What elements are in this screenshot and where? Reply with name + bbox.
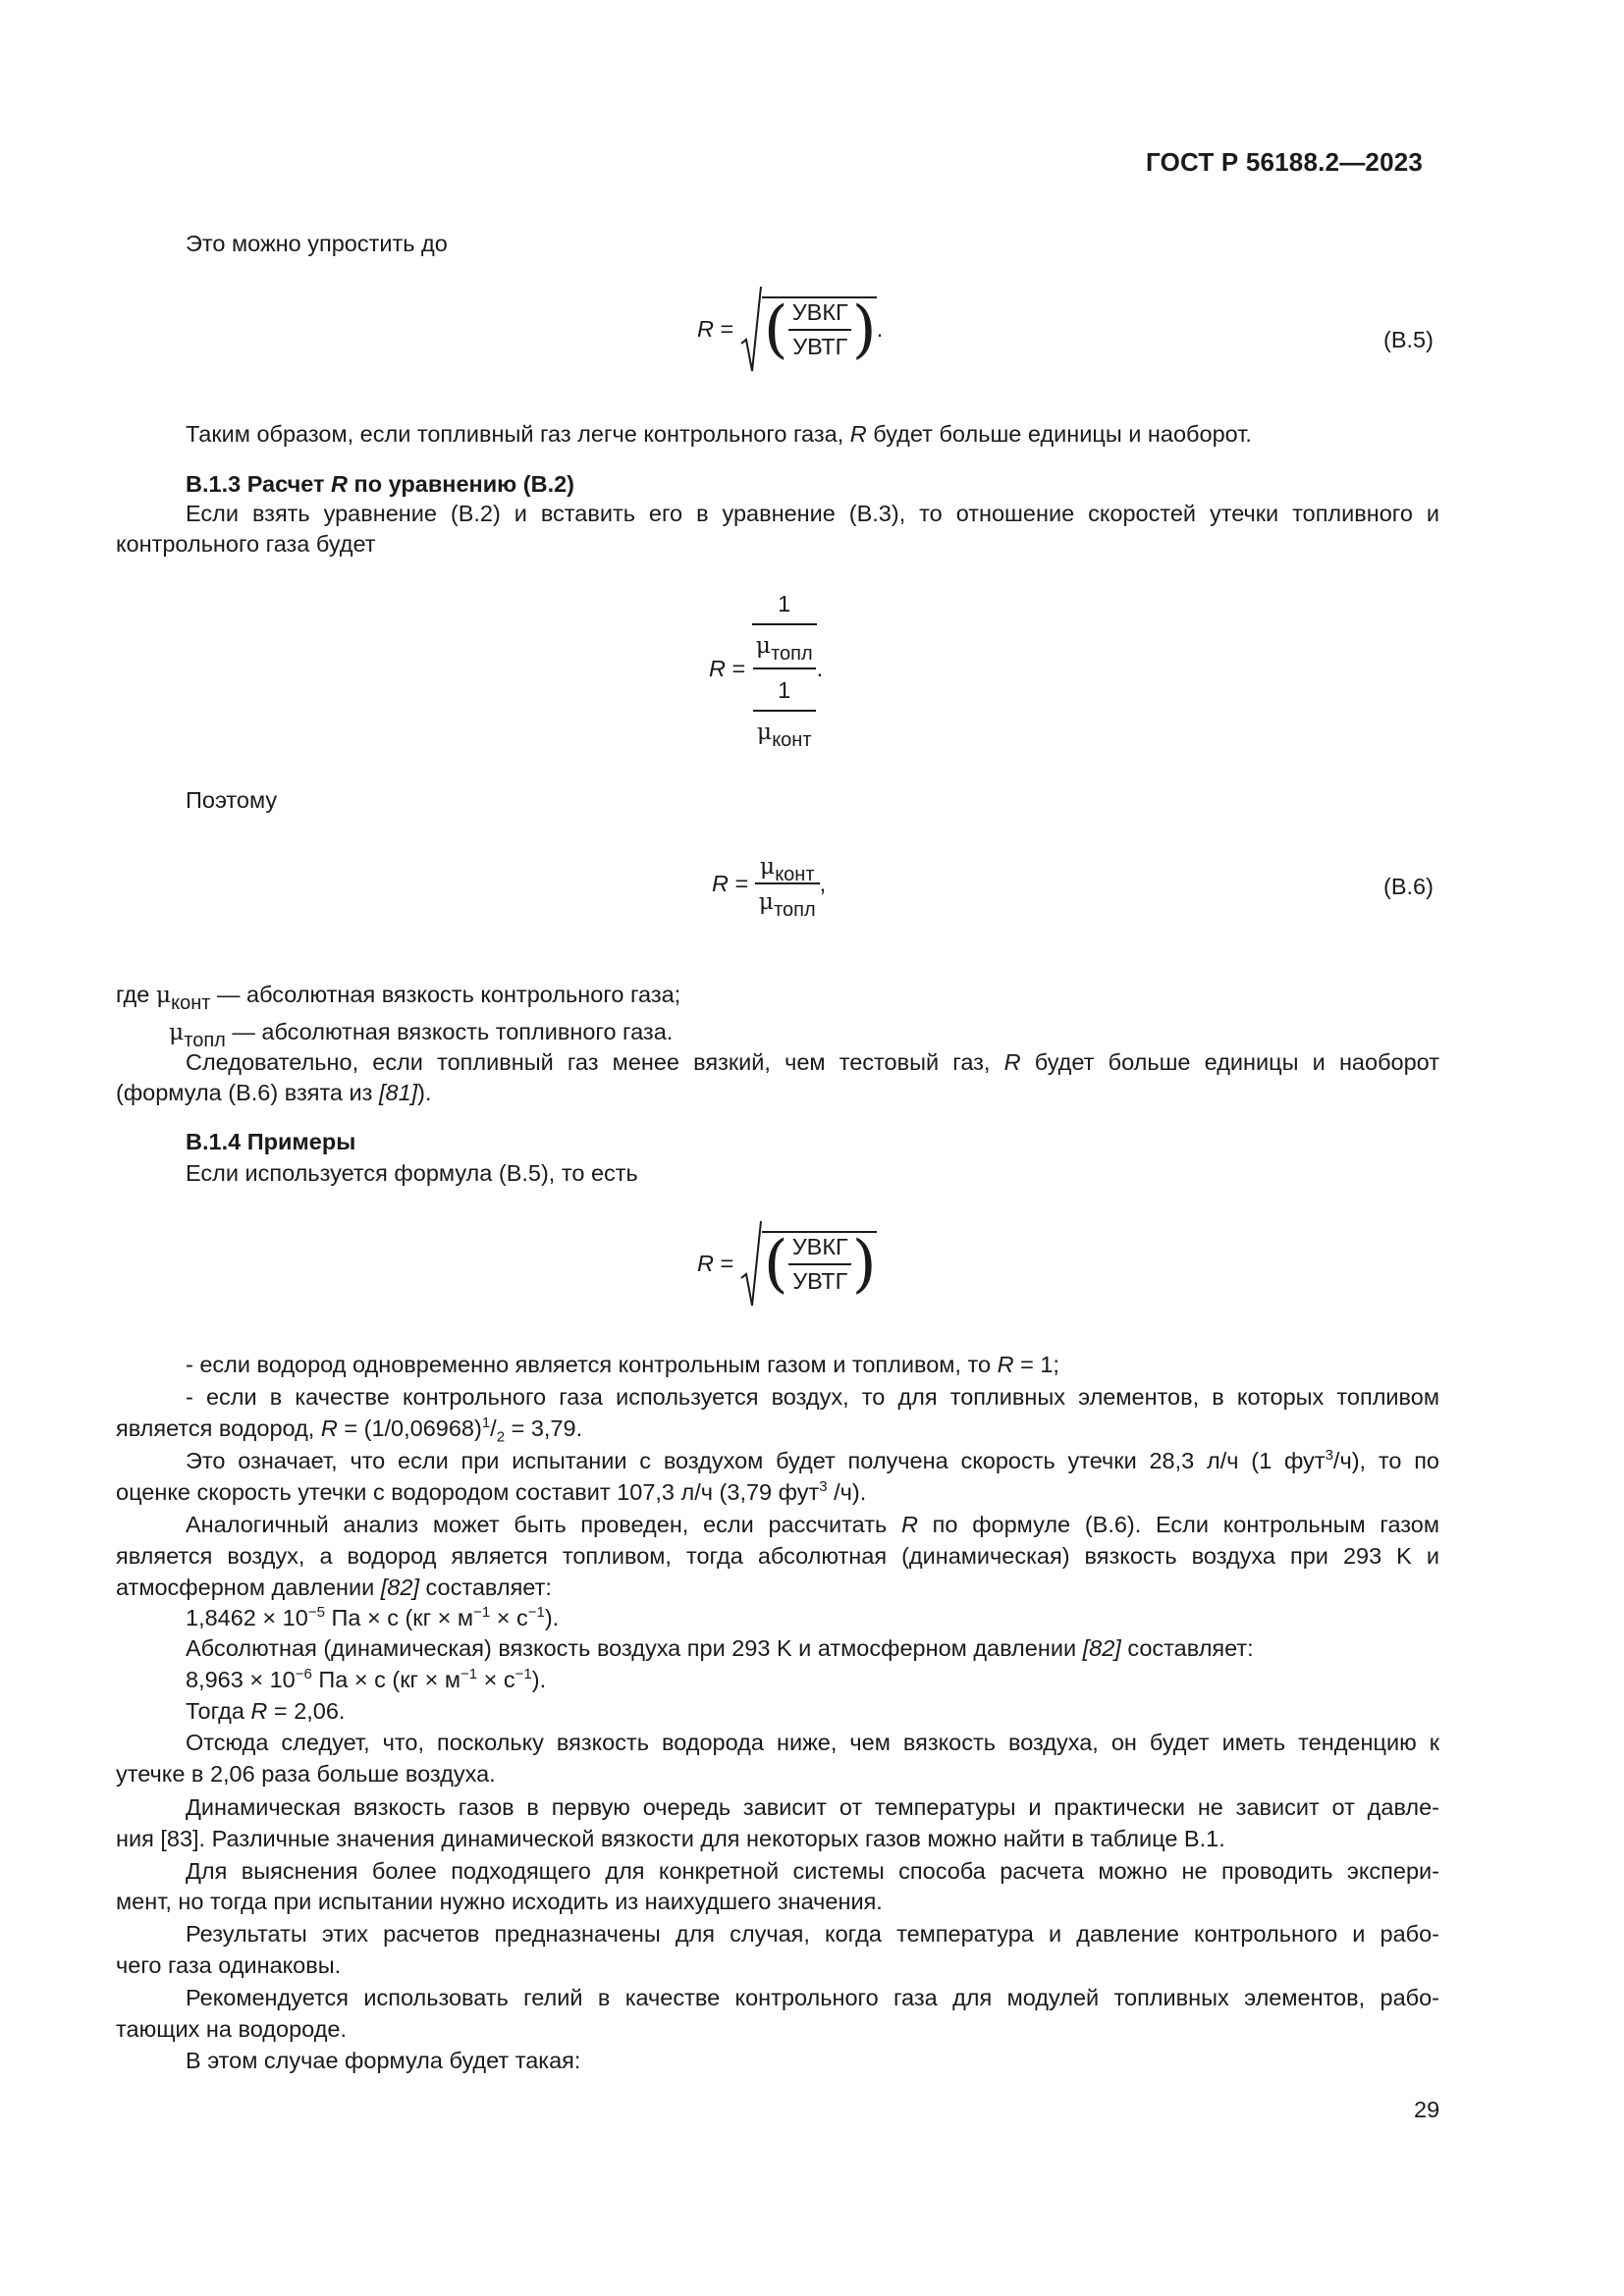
bullet-1: - если водород одновременно является контрольным газом и топливом, то R = 1; <box>186 1352 1059 1377</box>
page-number: 29 <box>1414 2097 1440 2122</box>
paragraph-helium-line1: Рекомендуется использовать гелий в качестве контрольного газа для модулей топливных элементов, рабо- <box>186 1985 1439 2010</box>
paragraph-consequently-line1: Следовательно, если топливный газ менее вязкий, чем тестовый газ, R будет больше единицы и наоборот <box>186 1049 1439 1075</box>
equation-ratio: R = $\frac{\frac{1}{\text{μтопл}}}{\frac{1}{\text{μконт}}}$ . <box>709 587 823 750</box>
paragraph-hence-line2: утечке в 2,06 раза больше воздуха. <box>116 1761 496 1787</box>
value-h2-viscosity: $8,963 \times 10^{-6}$ Па × с $(кг \times м^{-1} \times с^{-1})$. <box>186 1666 547 1692</box>
paragraph-b13-line1: Если взять уравнение (B.2) и вставить его в уравнение (B.3), то отношение скоростей утечки топливного и <box>186 501 1439 526</box>
equation-b5-repeat: R = ( $\frac{\text{УВКГ}}{\text{УВТГ}}$ ) <box>697 1217 877 1309</box>
eq-lhs: R <box>697 315 714 342</box>
paragraph-means-line2: оценке скорость утечки с водородом составит 107,3 л/ч (3,79 фут$^3$ /ч). <box>116 1478 867 1505</box>
section-title-b13: B.1.3 Расчет R по уравнению (B.2) <box>186 471 574 497</box>
paragraph-if-used: Если используется формула (B.5), то есть <box>186 1160 638 1186</box>
paragraph-means-line1: Это означает, что если при испытании с воздухом будет получена скорость утечки 28,3 л/ч (1 фут$^3$/ч), то по <box>186 1447 1439 1473</box>
paragraph-therefore: Поэтому <box>186 787 278 813</box>
paragraph-case: В этом случае формула будет такая: <box>186 2048 581 2073</box>
section-title-b14: B.1.4 Примеры <box>186 1129 356 1154</box>
paragraph-then: Тогда R = 2,06. <box>186 1698 346 1724</box>
bullet-2-line2: является водород, $R = (1/0,06968)^1/_2 = 3,79$. <box>116 1415 583 1446</box>
paragraph-clarify-line1: Для выяснения более подходящего для конкретной системы способа расчета можно не проводить экспери- <box>186 1858 1439 1884</box>
paragraph-analog-line3: атмосферном давлении [82] составляет: <box>116 1575 552 1600</box>
paragraph-clarify-line2: мент, но тогда при испытании нужно исходить из наихудшего значения. <box>116 1889 883 1914</box>
paragraph-hence-line1: Отсюда следует, что, поскольку вязкость водорода ниже, чем вязкость воздуха, он будет иметь тенденцию к <box>186 1730 1439 1755</box>
paragraph-abs-h2: Абсолютная (динамическая) вязкость воздуха при 293 K и атмосферном давлении [82] составляет: <box>186 1635 1254 1661</box>
paragraph-results-line2: чего газа одинаковы. <box>116 1952 342 1978</box>
paragraph-dyn-line2: ния [83]. Различные значения динамической вязкости для некоторых газов можно найти в таблице B.1. <box>116 1826 1225 1851</box>
paragraph-thus: Таким образом, если топливный газ легче контрольного газа, R будет больше единицы и наоборот. <box>186 421 1252 447</box>
paragraph-dyn-line1: Динамическая вязкость газов в первую очередь зависит от температуры и практически не зависит от давле- <box>186 1794 1439 1820</box>
value-air-viscosity: $1,8462 \times 10^{-5}$ Па × с $(кг \times м^{-1} \times с^{-1})$. <box>186 1604 560 1630</box>
square-root: ( $\frac{\text{УВКГ}}{\text{УВТГ}}$ ) <box>740 285 877 373</box>
paragraph-consequently-line2: (формула (B.6) взята из [81]). <box>116 1080 432 1105</box>
equation-b6: R = $\frac{\text{μконт}}{\text{μтопл}}$ , <box>712 852 827 921</box>
paragraph-intro: Это можно упростить до <box>186 231 448 256</box>
fraction-b5: $\frac{\text{УВКГ}}{\text{УВТГ}}$ <box>788 299 852 360</box>
bullet-2-line1: - если в качестве контрольного газа используется воздух, то для топливных элементов, в которых топливом <box>186 1384 1439 1410</box>
paragraph-analog-line1: Аналогичный анализ может быть проведен, если рассчитать R по формуле (B.6). Если контрольным газом <box>186 1512 1439 1537</box>
equation-number-b6: (B.6) <box>1383 874 1434 899</box>
equation-b5: R = ( $\frac{\text{УВКГ}}{\text{УВТГ}}$ ) . <box>697 283 883 375</box>
paragraph-helium-line2: тающих на водороде. <box>116 2016 347 2042</box>
where-def-2: μтопл — абсолютная вязкость топливного газа. <box>169 1018 674 1051</box>
where-def-1: где μконт — абсолютная вязкость контрольного газа; <box>116 981 681 1014</box>
paragraph-analog-line2: является воздух, а водород является топливом, тогда абсолютная (динамическая) вязкость воздуха при 293 K и <box>116 1543 1439 1569</box>
radical-icon <box>740 285 762 373</box>
radical-icon <box>740 1219 762 1308</box>
fraction-b6: $\frac{\text{μконт}}{\text{μтопл}}$ <box>755 852 820 915</box>
fraction-ratio: $\frac{\frac{1}{\text{μтопл}}}{\frac{1}{\text{μконт}}}$ <box>752 587 817 750</box>
paragraph-results-line1: Результаты этих расчетов предназначены для случая, когда температура и давление контрольного и рабо- <box>186 1921 1439 1947</box>
document-header: ГОСТ Р 56188.2—2023 <box>1146 147 1424 177</box>
equation-number-b5: (B.5) <box>1383 327 1434 352</box>
paragraph-b13-line2: контрольного газа будет <box>116 531 376 557</box>
